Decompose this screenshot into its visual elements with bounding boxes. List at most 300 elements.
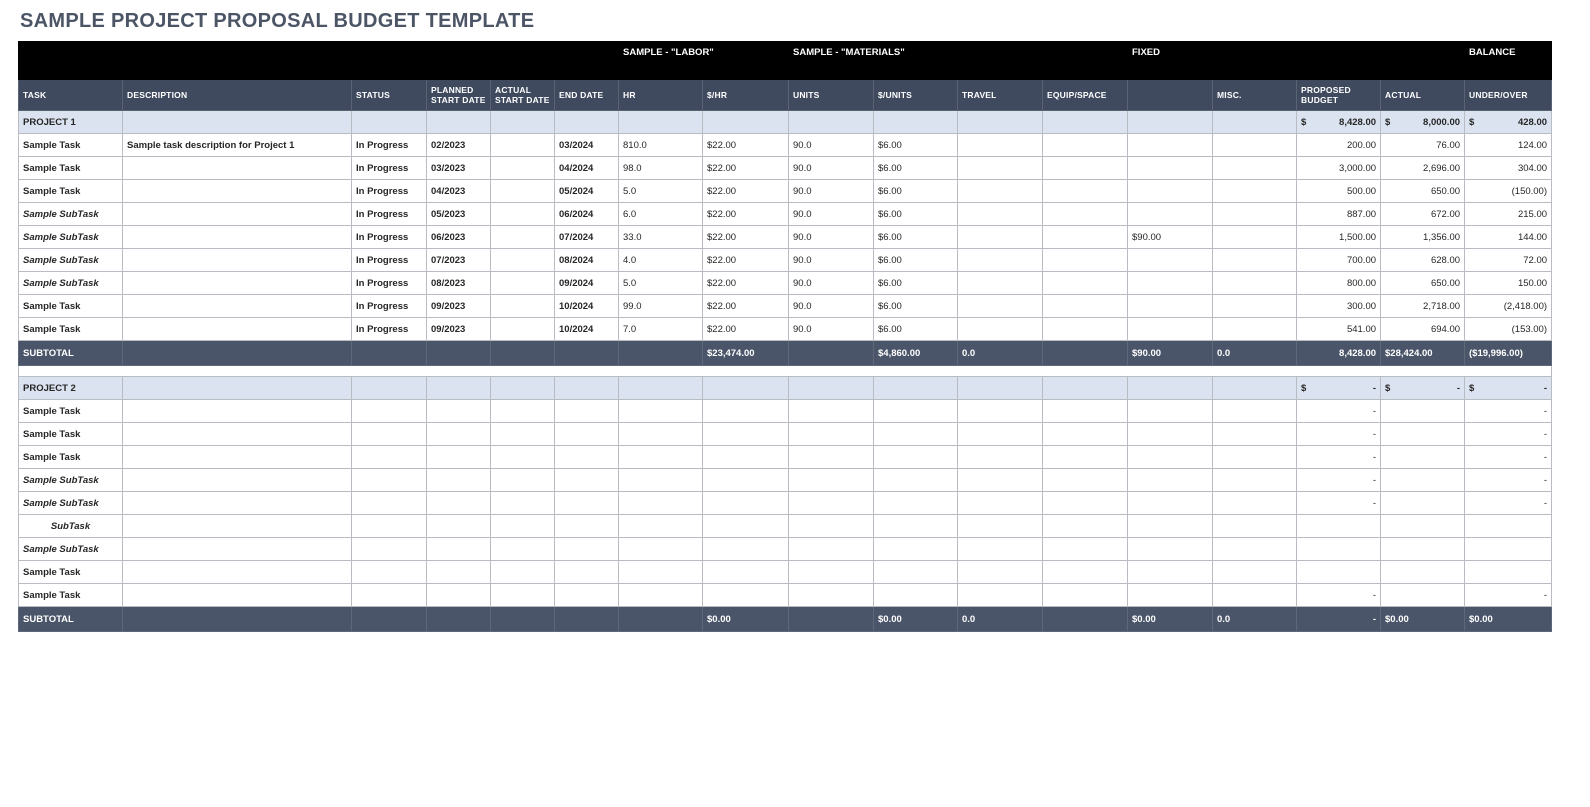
cell-equip xyxy=(1043,318,1128,341)
cell-actual-start xyxy=(491,400,555,423)
cell-proposed: - xyxy=(1297,584,1381,607)
currency-symbol: $ xyxy=(1469,382,1475,394)
cell-proposed: - xyxy=(1297,423,1381,446)
cell-description: Sample task description for Project 1 xyxy=(123,134,352,157)
cell-hr: 810.0 xyxy=(619,134,703,157)
project-cell-fixed xyxy=(1128,377,1213,400)
cell-actual-start xyxy=(491,157,555,180)
column-header-travel: TRAVEL xyxy=(958,80,1043,111)
cell-misc xyxy=(1213,272,1297,295)
cell-travel xyxy=(958,561,1043,584)
cell-hr: 5.0 xyxy=(619,180,703,203)
cell-travel xyxy=(958,538,1043,561)
cell-proposed: 700.00 xyxy=(1297,249,1381,272)
cell-fixed xyxy=(1128,538,1213,561)
cell-fixed xyxy=(1128,272,1213,295)
subtotal-status xyxy=(352,341,427,366)
cell-status: In Progress xyxy=(352,295,427,318)
cell-equip xyxy=(1043,272,1128,295)
cell-fixed xyxy=(1128,446,1213,469)
cell-hr xyxy=(619,515,703,538)
section-spacer xyxy=(19,366,1552,377)
cell-description xyxy=(123,446,352,469)
cell-description xyxy=(123,423,352,446)
cell-actual-start xyxy=(491,446,555,469)
cell-under-over xyxy=(1465,538,1552,561)
cell-units: 90.0 xyxy=(789,249,874,272)
cell-fixed xyxy=(1128,423,1213,446)
cell-hr: 33.0 xyxy=(619,226,703,249)
project-proposed-total xyxy=(1297,377,1381,400)
subtotal-fixed: $0.00 xyxy=(1128,607,1213,632)
subtotal-units xyxy=(789,341,874,366)
cell-actual xyxy=(1381,561,1465,584)
cell-description xyxy=(123,295,352,318)
cell-task: Sample Task xyxy=(19,423,123,446)
cell-equip xyxy=(1043,203,1128,226)
cell-units xyxy=(789,469,874,492)
cell-end-date xyxy=(555,538,619,561)
cell-travel xyxy=(958,423,1043,446)
cell-actual-start xyxy=(491,584,555,607)
cell-per-units: $6.00 xyxy=(874,157,958,180)
subtotal-travel: 0.0 xyxy=(958,341,1043,366)
cell-per-hr xyxy=(703,584,789,607)
cell-actual-start xyxy=(491,295,555,318)
cell-fixed xyxy=(1128,318,1213,341)
cell-misc xyxy=(1213,180,1297,203)
cell-task: Sample Task xyxy=(19,561,123,584)
table-row[interactable] xyxy=(19,400,1552,423)
cell-description xyxy=(123,538,352,561)
cell-planned-start xyxy=(427,515,491,538)
group-header-blank-travel xyxy=(958,42,1043,80)
cell-fixed xyxy=(1128,584,1213,607)
cell-proposed: 541.00 xyxy=(1297,318,1381,341)
cell-hr xyxy=(619,400,703,423)
cell-actual-start xyxy=(491,492,555,515)
cell-task: Sample Task xyxy=(19,157,123,180)
subtotal-hr xyxy=(619,341,703,366)
column-header-status: STATUS xyxy=(352,80,427,111)
cell-actual xyxy=(1381,469,1465,492)
cell-planned-start xyxy=(427,584,491,607)
group-header-labor: SAMPLE - "LABOR" xyxy=(619,42,789,80)
cell-status xyxy=(352,423,427,446)
cell-units xyxy=(789,538,874,561)
project-cell-actualstart xyxy=(491,111,555,134)
cell-per-hr: $22.00 xyxy=(703,180,789,203)
cell-per-units xyxy=(874,584,958,607)
project-cell-equip xyxy=(1043,111,1128,134)
subtotal-travel: 0.0 xyxy=(958,607,1043,632)
group-header-blank-task xyxy=(19,42,123,80)
subtotal-label: SUBTOTAL xyxy=(19,607,123,632)
column-header-fixed-blank xyxy=(1128,80,1213,111)
subtotal-misc: 0.0 xyxy=(1213,341,1297,366)
project-cell-misc xyxy=(1213,111,1297,134)
cell-planned-start: 08/2023 xyxy=(427,272,491,295)
subtotal-proposed: - xyxy=(1297,607,1381,632)
cell-units: 90.0 xyxy=(789,272,874,295)
column-header-hr: HR xyxy=(619,80,703,111)
project-proposed-total xyxy=(1297,111,1381,134)
cell-misc xyxy=(1213,469,1297,492)
cell-units xyxy=(789,515,874,538)
project-cell-travel xyxy=(958,377,1043,400)
cell-hr: 99.0 xyxy=(619,295,703,318)
cell-units: 90.0 xyxy=(789,295,874,318)
cell-per-units: $6.00 xyxy=(874,226,958,249)
cell-per-hr: $22.00 xyxy=(703,318,789,341)
cell-end-date xyxy=(555,469,619,492)
cell-per-units xyxy=(874,400,958,423)
project-cell-equip xyxy=(1043,377,1128,400)
cell-travel xyxy=(958,226,1043,249)
table-row[interactable] xyxy=(19,515,1552,538)
cell-hr: 98.0 xyxy=(619,157,703,180)
table-row[interactable] xyxy=(19,561,1552,584)
subtotal-under-over: ($19,996.00) xyxy=(1465,341,1552,366)
budget-table xyxy=(18,41,1552,632)
cell-task: Sample SubTask xyxy=(19,272,123,295)
project-cell-planned xyxy=(427,377,491,400)
cell-actual: 672.00 xyxy=(1381,203,1465,226)
cell-per-hr: $22.00 xyxy=(703,226,789,249)
cell-planned-start: 06/2023 xyxy=(427,226,491,249)
cell-proposed: - xyxy=(1297,400,1381,423)
cell-travel xyxy=(958,134,1043,157)
cell-travel xyxy=(958,272,1043,295)
column-header-per-hr: $/HR xyxy=(703,80,789,111)
cell-under-over xyxy=(1465,515,1552,538)
subtotal-under-over: $0.00 xyxy=(1465,607,1552,632)
subtotal-units xyxy=(789,607,874,632)
column-header-row xyxy=(19,80,1552,111)
subtotal-status xyxy=(352,607,427,632)
cell-proposed: 300.00 xyxy=(1297,295,1381,318)
cell-actual xyxy=(1381,515,1465,538)
cell-equip xyxy=(1043,469,1128,492)
cell-travel xyxy=(958,318,1043,341)
project-cell-perunits xyxy=(874,111,958,134)
cell-actual: 694.00 xyxy=(1381,318,1465,341)
table-row[interactable] xyxy=(19,446,1552,469)
cell-proposed: 800.00 xyxy=(1297,272,1381,295)
cell-task: Sample SubTask xyxy=(19,226,123,249)
currency-symbol: $ xyxy=(1385,116,1391,128)
table-row[interactable] xyxy=(19,249,1552,272)
cell-hr: 5.0 xyxy=(619,272,703,295)
currency-symbol: $ xyxy=(1385,382,1391,394)
cell-units xyxy=(789,492,874,515)
cell-status: In Progress xyxy=(352,249,427,272)
cell-misc xyxy=(1213,400,1297,423)
table-row[interactable] xyxy=(19,180,1552,203)
cell-planned-start xyxy=(427,492,491,515)
cell-under-over: (150.00) xyxy=(1465,180,1552,203)
cell-end-date: 05/2024 xyxy=(555,180,619,203)
cell-equip xyxy=(1043,423,1128,446)
cell-planned-start: 07/2023 xyxy=(427,249,491,272)
cell-misc xyxy=(1213,249,1297,272)
project-cell-status xyxy=(352,111,427,134)
subtotal-per-hr: $0.00 xyxy=(703,607,789,632)
cell-actual-start xyxy=(491,538,555,561)
subtotal-description xyxy=(123,341,352,366)
cell-misc xyxy=(1213,226,1297,249)
cell-travel xyxy=(958,400,1043,423)
table-row[interactable] xyxy=(19,295,1552,318)
cell-per-units xyxy=(874,423,958,446)
cell-actual xyxy=(1381,492,1465,515)
cell-hr: 6.0 xyxy=(619,203,703,226)
cell-description xyxy=(123,400,352,423)
cell-description xyxy=(123,203,352,226)
cell-task: Sample SubTask xyxy=(19,203,123,226)
column-header-misc: MISC. xyxy=(1213,80,1297,111)
cell-actual: 2,696.00 xyxy=(1381,157,1465,180)
group-header-blank-actualstart xyxy=(491,42,555,80)
column-header-units: UNITS xyxy=(789,80,874,111)
cell-planned-start xyxy=(427,561,491,584)
cell-per-hr xyxy=(703,400,789,423)
cell-under-over: - xyxy=(1465,492,1552,515)
project-row[interactable] xyxy=(19,111,1552,134)
group-header-balance: BALANCE xyxy=(1465,42,1552,80)
cell-per-hr xyxy=(703,469,789,492)
table-row[interactable] xyxy=(19,318,1552,341)
cell-under-over: - xyxy=(1465,423,1552,446)
table-row[interactable] xyxy=(19,157,1552,180)
cell-description xyxy=(123,318,352,341)
group-header-blank-enddate xyxy=(555,42,619,80)
table-row[interactable] xyxy=(19,226,1552,249)
cell-fixed xyxy=(1128,400,1213,423)
cell-actual xyxy=(1381,400,1465,423)
cell-task: Sample SubTask xyxy=(19,538,123,561)
project-cell-hr xyxy=(619,111,703,134)
project-name: PROJECT 2 xyxy=(19,377,123,400)
table-row[interactable] xyxy=(19,469,1552,492)
cell-actual: 650.00 xyxy=(1381,180,1465,203)
cell-per-units: $6.00 xyxy=(874,249,958,272)
cell-units xyxy=(789,423,874,446)
cell-travel xyxy=(958,446,1043,469)
currency-symbol: $ xyxy=(1301,382,1307,394)
cell-under-over: 72.00 xyxy=(1465,249,1552,272)
group-header-materials: SAMPLE - "MATERIALS" xyxy=(789,42,958,80)
cell-equip xyxy=(1043,584,1128,607)
cell-actual-start xyxy=(491,469,555,492)
cell-actual: 628.00 xyxy=(1381,249,1465,272)
cell-misc xyxy=(1213,318,1297,341)
cell-actual: 650.00 xyxy=(1381,272,1465,295)
project-cell-perunits xyxy=(874,377,958,400)
column-header-task: TASK xyxy=(19,80,123,111)
cell-under-over: 215.00 xyxy=(1465,203,1552,226)
cell-equip xyxy=(1043,538,1128,561)
cell-per-units xyxy=(874,515,958,538)
cell-fixed: $90.00 xyxy=(1128,226,1213,249)
cell-hr xyxy=(619,584,703,607)
cell-end-date xyxy=(555,400,619,423)
cell-hr xyxy=(619,538,703,561)
cell-misc xyxy=(1213,515,1297,538)
cell-equip xyxy=(1043,515,1128,538)
cell-task: Sample Task xyxy=(19,134,123,157)
cell-per-units: $6.00 xyxy=(874,295,958,318)
cell-status xyxy=(352,492,427,515)
subtotal-actualstart xyxy=(491,341,555,366)
cell-task: Sample Task xyxy=(19,400,123,423)
currency-symbol: $ xyxy=(1469,116,1475,128)
cell-under-over: (2,418.00) xyxy=(1465,295,1552,318)
project-under-over-total xyxy=(1465,377,1552,400)
cell-actual-start xyxy=(491,203,555,226)
cell-description xyxy=(123,492,352,515)
table-row[interactable] xyxy=(19,272,1552,295)
group-header-fixed: FIXED xyxy=(1128,42,1297,80)
cell-end-date: 07/2024 xyxy=(555,226,619,249)
cell-actual xyxy=(1381,538,1465,561)
cell-actual-start xyxy=(491,423,555,446)
subtotal-misc: 0.0 xyxy=(1213,607,1297,632)
amount: - xyxy=(1372,382,1377,394)
subtotal-actual: $0.00 xyxy=(1381,607,1465,632)
cell-misc xyxy=(1213,203,1297,226)
cell-equip xyxy=(1043,295,1128,318)
cell-travel xyxy=(958,492,1043,515)
cell-proposed: - xyxy=(1297,492,1381,515)
project-cell-actualstart xyxy=(491,377,555,400)
cell-actual-start xyxy=(491,180,555,203)
subtotal-hr xyxy=(619,607,703,632)
cell-planned-start xyxy=(427,469,491,492)
cell-planned-start: 09/2023 xyxy=(427,318,491,341)
cell-status: In Progress xyxy=(352,134,427,157)
cell-per-units xyxy=(874,469,958,492)
cell-planned-start xyxy=(427,538,491,561)
cell-travel xyxy=(958,295,1043,318)
project-cell-units xyxy=(789,377,874,400)
cell-proposed: 200.00 xyxy=(1297,134,1381,157)
cell-per-hr xyxy=(703,515,789,538)
amount: 8,000.00 xyxy=(1423,116,1461,128)
cell-status xyxy=(352,400,427,423)
cell-description xyxy=(123,272,352,295)
cell-units xyxy=(789,446,874,469)
project-row[interactable] xyxy=(19,377,1552,400)
subtotal-row xyxy=(19,341,1552,366)
cell-equip xyxy=(1043,446,1128,469)
cell-per-units xyxy=(874,538,958,561)
cell-per-units xyxy=(874,446,958,469)
cell-misc xyxy=(1213,134,1297,157)
cell-under-over xyxy=(1465,561,1552,584)
cell-under-over: - xyxy=(1465,400,1552,423)
subtotal-enddate xyxy=(555,341,619,366)
cell-status xyxy=(352,584,427,607)
table-row[interactable] xyxy=(19,423,1552,446)
cell-under-over: - xyxy=(1465,469,1552,492)
cell-task: Sample Task xyxy=(19,180,123,203)
cell-end-date: 06/2024 xyxy=(555,203,619,226)
column-header-end-date: END DATE xyxy=(555,80,619,111)
cell-travel xyxy=(958,180,1043,203)
cell-task: Sample Task xyxy=(19,295,123,318)
cell-actual: 1,356.00 xyxy=(1381,226,1465,249)
project-cell-enddate xyxy=(555,111,619,134)
column-header-equip-space: EQUIP/SPACE xyxy=(1043,80,1128,111)
cell-proposed: 887.00 xyxy=(1297,203,1381,226)
cell-hr: 7.0 xyxy=(619,318,703,341)
cell-hr xyxy=(619,492,703,515)
subtotal-enddate xyxy=(555,607,619,632)
cell-actual-start xyxy=(491,561,555,584)
cell-units: 90.0 xyxy=(789,157,874,180)
column-header-per-units: $/UNITS xyxy=(874,80,958,111)
cell-end-date: 04/2024 xyxy=(555,157,619,180)
table-row[interactable] xyxy=(19,203,1552,226)
cell-fixed xyxy=(1128,469,1213,492)
cell-equip xyxy=(1043,492,1128,515)
cell-description xyxy=(123,584,352,607)
cell-actual-start xyxy=(491,134,555,157)
subtotal-label: SUBTOTAL xyxy=(19,341,123,366)
table-row[interactable] xyxy=(19,584,1552,607)
cell-end-date: 08/2024 xyxy=(555,249,619,272)
project-cell-description xyxy=(123,377,352,400)
table-row[interactable] xyxy=(19,492,1552,515)
cell-hr xyxy=(619,446,703,469)
cell-end-date: 10/2024 xyxy=(555,318,619,341)
cell-per-hr: $22.00 xyxy=(703,203,789,226)
cell-status: In Progress xyxy=(352,203,427,226)
project-cell-perhr xyxy=(703,111,789,134)
table-row[interactable] xyxy=(19,134,1552,157)
cell-status xyxy=(352,538,427,561)
subtotal-per-units: $4,860.00 xyxy=(874,341,958,366)
column-header-actual-start-date: ACTUAL START DATE xyxy=(491,80,555,111)
project-cell-units xyxy=(789,111,874,134)
cell-end-date: 09/2024 xyxy=(555,272,619,295)
project-under-over-total xyxy=(1465,111,1552,134)
cell-misc xyxy=(1213,295,1297,318)
cell-equip xyxy=(1043,226,1128,249)
subtotal-planned xyxy=(427,341,491,366)
cell-actual-start xyxy=(491,515,555,538)
cell-planned-start: 03/2023 xyxy=(427,157,491,180)
project-name: PROJECT 1 xyxy=(19,111,123,134)
amount: - xyxy=(1543,382,1548,394)
cell-planned-start: 04/2023 xyxy=(427,180,491,203)
cell-actual: 2,718.00 xyxy=(1381,295,1465,318)
cell-fixed xyxy=(1128,295,1213,318)
cell-hr xyxy=(619,469,703,492)
subtotal-actual: $28,424.00 xyxy=(1381,341,1465,366)
cell-equip xyxy=(1043,400,1128,423)
cell-travel xyxy=(958,203,1043,226)
table-row[interactable] xyxy=(19,538,1552,561)
cell-end-date xyxy=(555,492,619,515)
cell-planned-start xyxy=(427,423,491,446)
cell-status: In Progress xyxy=(352,318,427,341)
cell-proposed: - xyxy=(1297,469,1381,492)
cell-per-hr: $22.00 xyxy=(703,157,789,180)
cell-equip xyxy=(1043,249,1128,272)
cell-units: 90.0 xyxy=(789,226,874,249)
